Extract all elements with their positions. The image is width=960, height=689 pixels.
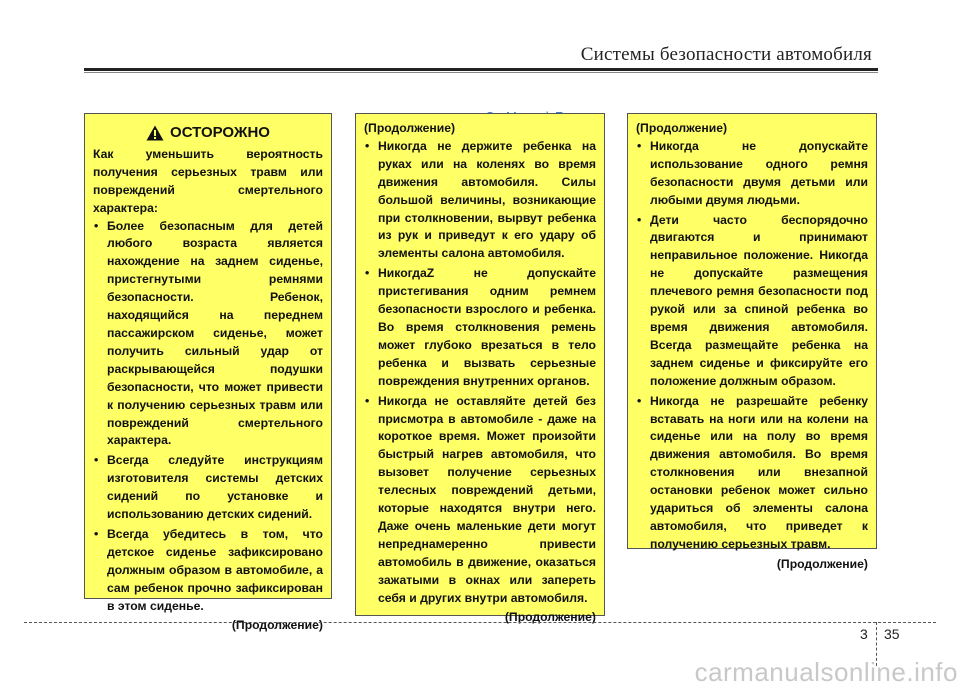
warning-intro: Как уменьшить вероятность получения серьезных травм или повреждений смертельного характера: <box>93 146 323 215</box>
warning-heading <box>93 124 323 142</box>
section-number: 3 <box>860 626 868 642</box>
warning-list <box>636 138 868 554</box>
continued-top-label: (Продолжение) <box>636 121 728 135</box>
list-item: • Никогда не держите ребенка на руках или на коленях во время движения автомобиля. Силы большой величины, возникающие при столкновении, вырвут ребенка из рук и приведут к его удару об элементы салона автомобиля. <box>364 138 596 263</box>
list-item: • Никогда не допускайте использование одного ремня безопасности двумя детьми или любыми двумя людьми. <box>636 138 868 210</box>
footer-dashed-rule <box>24 622 936 623</box>
header-rule <box>84 68 878 71</box>
list-item: • Всегда следуйте инструкциям изготовителя системы детских сидений по установке и использованию детских сидений. <box>93 452 323 524</box>
list-item: • Дети часто беспорядочно двигаются и принимают неправильное положение. Никогда не допускайте размещения плечевого ремня безопасности под рукой или за спиной ребенка во время движения автомобиля. Всегда размещайте ребенка на заднем сиденье и фиксируйте его положение должным образом. <box>636 212 868 391</box>
list-item: • Более безопасным для детей любого возраста является нахождение на заднем сиденье, пристегнутыми ремнями безопасности. Ребенок, находящийся на переднем пассажирском сиденье, может получить сильный удар от раскрывающейся подушки безопасности, что может привести к получению серьезных травм или повреждений смертельного характера. <box>93 218 323 451</box>
continued-label: (Продолжение) <box>776 556 868 571</box>
warning-list <box>364 138 596 608</box>
warning-triangle-icon <box>146 125 164 141</box>
list-item: • Никогда не оставляйте детей без присмотра в автомобиле - даже на короткое время. Может произойти быстрый нагрев автомобиля, что вызовет получение серьезных телесных повреждений детьми, которые находятся внутри него. Даже очень маленькие дети могут непреднамеренно привести автомобиль в движение, оказаться зажатыми в окнах или запереть себя и других внутри автомобиля. <box>364 393 596 608</box>
list-item: • Никогда не разрешайте ребенку вставать на ноги или на колени на сиденье или на полу во время движения автомобиля. Во время столкновения или внезапной остановки ребенок может сильно удариться об элементы салона автомобиля, что приведет к получению серьезных травм. <box>636 393 868 554</box>
warning-box-continued-2 <box>627 113 877 571</box>
page-header-title: Системы безопасности автомобиля <box>580 44 872 65</box>
warning-heading-text: ОСТОРОЖНО <box>170 124 270 141</box>
continued-top-label: (Продолжение) <box>364 121 456 135</box>
watermark-bottom: carmanualsonline.info <box>694 657 958 687</box>
list-item: • НикогдаZ не допускайте пристегивания одним ремнем безопасности взрослого и ребенка. Во время столкновения ремень может глубоко врезаться в тело ребенка и вызвать серьезные повреждения внутренних органов. <box>364 265 596 390</box>
list-item: • Всегда убедитесь в том, что детское сиденье зафиксировано должным образом в автомобиле, а сам ребенок прочно зафиксирован в этом сиденье. <box>93 526 323 616</box>
warning-box-continued-1 <box>355 113 605 625</box>
continued-label: (Продолжение) <box>504 610 596 625</box>
warning-list <box>93 218 323 616</box>
page-number: 35 <box>884 626 900 642</box>
warning-box <box>84 113 332 633</box>
header-rule-thin <box>84 72 878 73</box>
continued-label: (Продолжение) <box>231 618 323 633</box>
